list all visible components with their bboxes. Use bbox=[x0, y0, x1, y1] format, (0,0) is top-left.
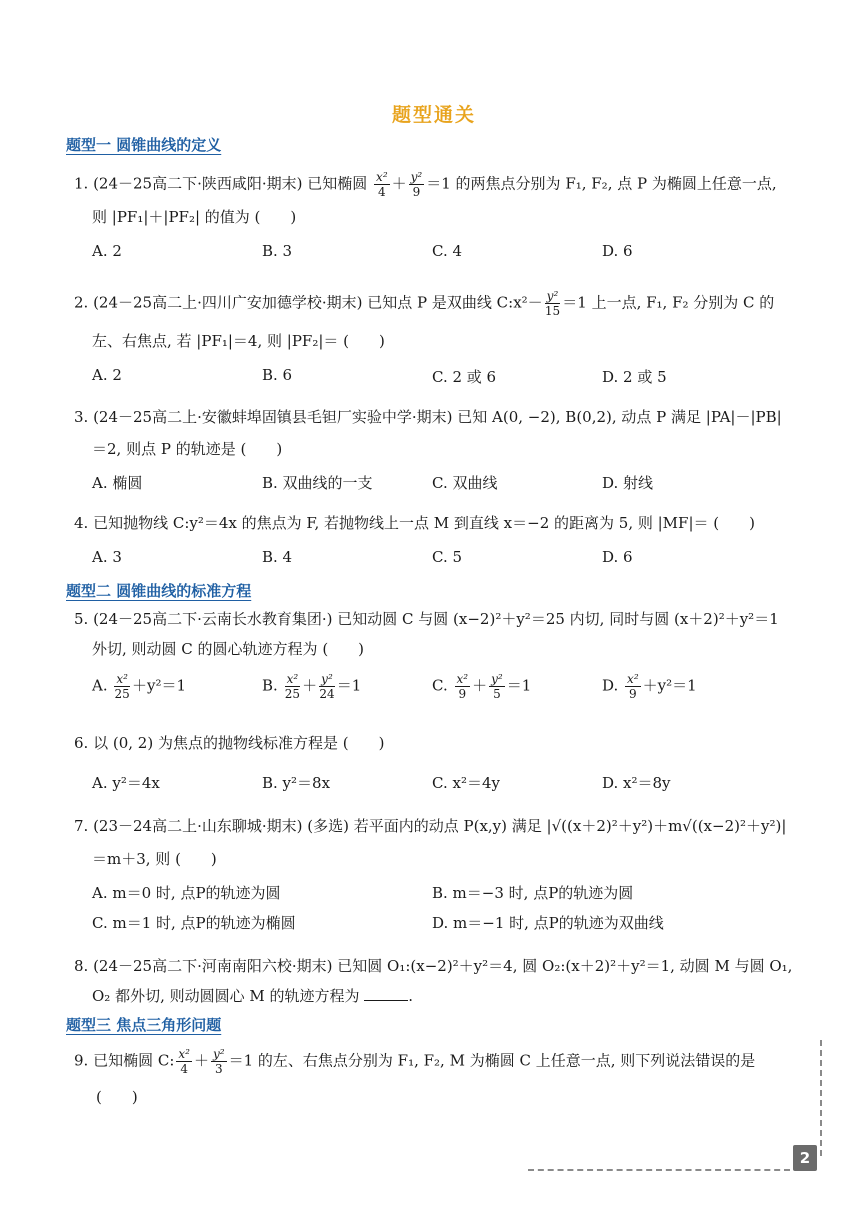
question-5-line-1: 5. (24－25高二下·云南长水教育集团·) 已知动圆 C 与圆 (x−2)²＋y²＝25 内切, 同时与圆 (x＋2)²＋y²＝1 bbox=[74, 610, 779, 628]
q6-option-b: B. y²＝8x bbox=[262, 774, 331, 792]
question-6-line-1: 6. 以 (0, 2) 为焦点的抛物线标准方程是 ( ) bbox=[74, 734, 385, 752]
answer-blank[interactable] bbox=[364, 986, 408, 1001]
q5-option-d: D. $\frac{\text{x²}}{9}$ ＋y²＝1 bbox=[602, 672, 697, 701]
q1-fraction-2: $\frac{\text{y²}}{9}$ bbox=[410, 170, 423, 199]
page-border-vertical bbox=[820, 1040, 822, 1156]
q2-pre: 2. (24－25高二上·四川广安加德学校·期末) 已知点 P 是双曲线 C:x²－ bbox=[74, 293, 543, 312]
q4-option-c: C. 5 bbox=[432, 548, 463, 566]
q2-option-c: C. 2 或 6 bbox=[432, 368, 497, 386]
question-7-line-1: 7. (23－24高二上·山东聊城·期末) (多选) 若平面内的动点 P(x,y) 满足 |√((x＋2)²＋y²)＋m√((x−2)²＋y²)| bbox=[74, 817, 787, 835]
question-3-line-1: 3. (24－25高二上·安徽蚌埠固镇县毛钽厂实验中学·期末) 已知 A(0, −2), B(0,2), 动点 P 满足 |PA|－|PB| bbox=[74, 408, 782, 426]
q2-option-d: D. 2 或 5 bbox=[602, 368, 667, 386]
question-4-line-1: 4. 已知抛物线 C:y²＝4x 的焦点为 F, 若抛物线上一点 M 到直线 x＝−2 的距离为 5, 则 |MF|＝ ( ) bbox=[74, 514, 755, 532]
question-5-line-2: 外切, 则动圆 C 的圆心轨迹方程为 ( ) bbox=[92, 640, 365, 658]
q5-option-c: C. $\frac{\text{x²}}{9}$ ＋ $\frac{\text{y²}}{5}$ ＝1 bbox=[432, 672, 532, 701]
section-heading-2: 题型二 圆锥曲线的标准方程 bbox=[66, 582, 252, 600]
question-2-line-1 bbox=[74, 289, 774, 318]
question-3-line-2: ＝2, 则点 P 的轨迹是 ( ) bbox=[92, 440, 283, 458]
question-1-line-2: 则 |PF₁|＋|PF₂| 的值为 ( ) bbox=[92, 208, 297, 226]
q5-option-b: B. $\frac{\text{x²}}{25}$ ＋ $\frac{\text{y²}}{24}$ ＝1 bbox=[262, 672, 362, 701]
page-number: 2 bbox=[793, 1145, 817, 1171]
q1-option-a: A. 2 bbox=[92, 242, 122, 260]
q2-fraction: $\frac{\text{y²}}{15}$ bbox=[544, 289, 561, 318]
question-9-line-2: ( ) bbox=[96, 1088, 138, 1106]
q3-option-a: A. 椭圆 bbox=[92, 474, 143, 492]
q5-option-a: A. $\frac{\text{x²}}{25}$ ＋y²＝1 bbox=[92, 672, 186, 701]
q1-option-b: B. 3 bbox=[262, 242, 293, 260]
q4-option-d: D. 6 bbox=[602, 548, 633, 566]
q8-text: O₂ 都外切, 则动圆圆心 M 的轨迹方程为 bbox=[92, 987, 360, 1005]
q9-pre: 9. 已知椭圆 C: bbox=[74, 1051, 175, 1070]
q9-fraction-2: $\frac{\text{y²}}{3}$ bbox=[212, 1047, 225, 1076]
section-heading-3: 题型三 焦点三角形问题 bbox=[66, 1016, 222, 1034]
q7-option-c: C. m＝1 时, 点P的轨迹为椭圆 bbox=[92, 914, 296, 932]
question-9-line-1: 9. 已知椭圆 C: $\frac{\text{x²}}{4}$ ＋ $\frac{\text{y²}}{3}$ ＝1 的左、右焦点分别为 F₁, F₂, M 为椭圆 C 上任意一点, 则下列说法错误的是 bbox=[74, 1047, 756, 1076]
q6-option-c: C. x²＝4y bbox=[432, 774, 500, 792]
q9-post: ＝1 的左、右焦点分别为 F₁, F₂, M 为椭圆 C 上任意一点, 则下列说法错误的是 bbox=[228, 1051, 756, 1070]
q2-option-a: A. 2 bbox=[92, 366, 122, 384]
q6-option-d: D. x²＝8y bbox=[602, 774, 671, 792]
q9-fraction-1: $\frac{\text{x²}}{4}$ bbox=[178, 1047, 190, 1076]
q4-option-b: B. 4 bbox=[262, 548, 293, 566]
q1-option-c: C. 4 bbox=[432, 242, 463, 260]
section-heading-1: 题型一 圆锥曲线的定义 bbox=[66, 136, 222, 154]
q2-option-b: B. 6 bbox=[262, 366, 293, 384]
question-2-line-2: 左、右焦点, 若 |PF₁|＝4, 则 |PF₂|＝ ( ) bbox=[92, 332, 385, 350]
q3-option-d: D. 射线 bbox=[602, 474, 654, 492]
page-border-horizontal bbox=[528, 1169, 790, 1171]
page-title: 题型通关 bbox=[391, 104, 476, 126]
q4-option-a: A. 3 bbox=[92, 548, 122, 566]
question-7-line-2: ＝m＋3, 则 ( ) bbox=[92, 850, 217, 868]
q3-option-b: B. 双曲线的一支 bbox=[262, 474, 373, 492]
q3-option-c: C. 双曲线 bbox=[432, 474, 498, 492]
question-1-line-1: 1. (24－25高二下·陕西咸阳·期末) 已知椭圆 $\frac{\text{x²}}{4}$ ＋ $\frac{\text{y²}}{9}$ ＝1 的两焦点分别为 F₁, F₂, 点 P 为椭圆上任意一点, bbox=[74, 170, 777, 199]
q1-fraction-1: $\frac{\text{x²}}{4}$ bbox=[376, 170, 388, 199]
question-8-line-2: O₂ 都外切, 则动圆圆心 M 的轨迹方程为 . bbox=[92, 987, 414, 1005]
q7-option-b: B. m＝−3 时, 点P的轨迹为圆 bbox=[432, 884, 634, 902]
q7-option-a: A. m＝0 时, 点P的轨迹为圆 bbox=[92, 884, 281, 902]
q1-pre: 1. (24－25高二下·陕西咸阳·期末) 已知椭圆 bbox=[74, 174, 368, 193]
q2-post: ＝1 上一点, F₁, F₂ 分别为 C 的 bbox=[562, 293, 775, 312]
q6-option-a: A. y²＝4x bbox=[92, 774, 160, 792]
question-8-line-1: 8. (24－25高二下·河南南阳六校·期末) 已知圆 O₁:(x−2)²＋y²＝4, 圆 O₂:(x＋2)²＋y²＝1, 动圆 M 与圆 O₁, bbox=[74, 957, 793, 975]
q1-option-d: D. 6 bbox=[602, 242, 633, 260]
q7-option-d: D. m＝−1 时, 点P的轨迹为双曲线 bbox=[432, 914, 664, 932]
q1-post: ＝1 的两焦点分别为 F₁, F₂, 点 P 为椭圆上任意一点, bbox=[426, 174, 777, 193]
